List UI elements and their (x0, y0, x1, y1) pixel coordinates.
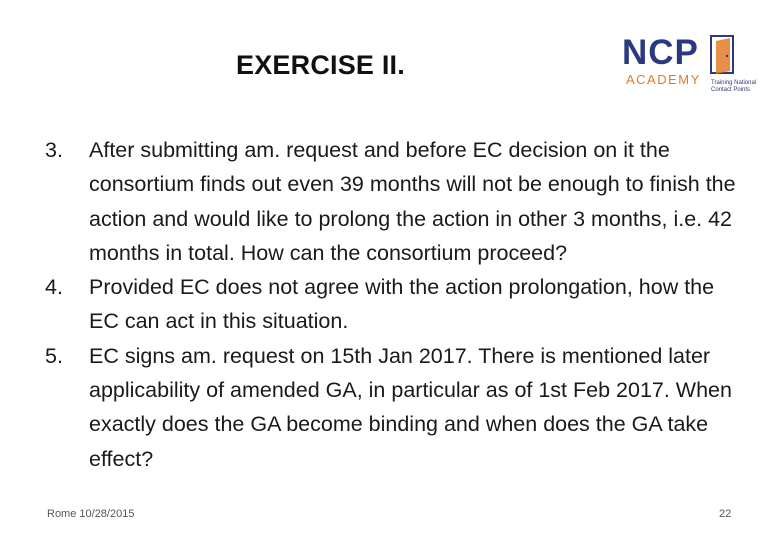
ncp-academy-logo (622, 33, 768, 101)
logo-ncp-text: NCP (622, 33, 699, 72)
door-icon (710, 35, 736, 75)
logo-academy-text: ACADEMY (626, 72, 701, 87)
list-item (45, 339, 745, 476)
item-number: 3. (45, 138, 63, 162)
item-text: After submitting am. request and before EC decision on it the consortium finds out even 39 months will not be enough to finish the action and would like to prolong the action in other 3 months, i.e. 42 months in total. How can the consortium proceed? (89, 138, 736, 265)
item-text: EC signs am. request on 15th Jan 2017. There is mentioned later applicability of amended GA, in particular as of 1st Feb 2017. When exactly does the GA become binding and when does the GA take effect? (89, 343, 732, 471)
item-text: Provided EC does not agree with the action prolongation, how the EC can act in this situation. (89, 275, 715, 334)
list-item (45, 270, 745, 339)
list-item (45, 133, 745, 270)
exercise-list (45, 133, 745, 476)
logo-tagline: Training National Contact Points (711, 80, 757, 93)
slide-title: EXERCISE II. (236, 50, 405, 80)
item-number: 4. (45, 275, 63, 300)
footer-location-date: Rome 10/28/2015 (47, 508, 135, 520)
page-number: 22 (719, 508, 732, 520)
item-number: 5. (45, 343, 63, 368)
